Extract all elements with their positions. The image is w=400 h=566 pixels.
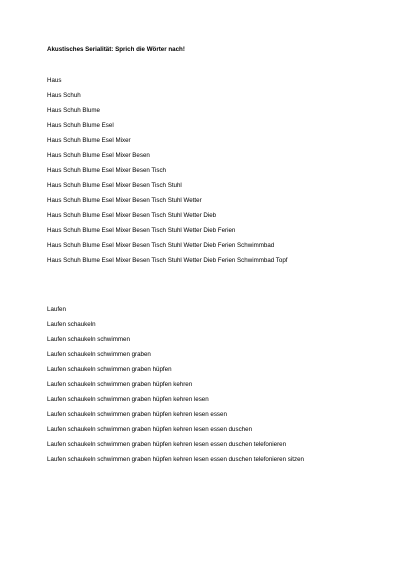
- document-title: Akustisches Serialität: Sprich die Wörter nach!: [47, 46, 185, 53]
- noun-line: Haus Schuh Blume Esel Mixer Besen Tisch Stuhl Wetter Dieb Ferien Schwimmbad: [47, 242, 275, 249]
- noun-line: Haus: [47, 77, 62, 84]
- noun-line: Haus Schuh Blume Esel Mixer Besen Tisch Stuhl: [47, 182, 182, 189]
- verb-line: Laufen schaukeln schwimmen graben hüpfen: [47, 366, 172, 373]
- noun-line: Haus Schuh Blume Esel Mixer Besen Tisch Stuhl Wetter Dieb Ferien Schwimmbad Topf: [47, 257, 288, 264]
- verb-line: Laufen schaukeln: [47, 321, 96, 328]
- verb-line: Laufen schaukeln schwimmen: [47, 336, 130, 343]
- verb-word-list: [47, 302, 304, 467]
- verb-line: Laufen schaukeln schwimmen graben hüpfen kehren lesen essen duschen telefonieren sitzen: [47, 456, 304, 463]
- verb-line: Laufen: [47, 306, 66, 313]
- noun-line: Haus Schuh Blume Esel Mixer: [47, 137, 131, 144]
- noun-line: Haus Schuh Blume Esel: [47, 122, 114, 129]
- noun-line: Haus Schuh Blume: [47, 107, 100, 114]
- verb-line: Laufen schaukeln schwimmen graben hüpfen kehren lesen: [47, 396, 209, 403]
- noun-line: Haus Schuh Blume Esel Mixer Besen Tisch Stuhl Wetter Dieb Ferien: [47, 227, 236, 234]
- noun-line: Haus Schuh Blume Esel Mixer Besen Tisch Stuhl Wetter: [47, 197, 202, 204]
- noun-line: Haus Schuh Blume Esel Mixer Besen Tisch Stuhl Wetter Dieb: [47, 212, 217, 219]
- verb-line: Laufen schaukeln schwimmen graben: [47, 351, 151, 358]
- verb-line: Laufen schaukeln schwimmen graben hüpfen kehren: [47, 381, 193, 388]
- verb-line: Laufen schaukeln schwimmen graben hüpfen kehren lesen essen duschen telefonieren: [47, 441, 287, 448]
- verb-line: Laufen schaukeln schwimmen graben hüpfen kehren lesen essen duschen: [47, 426, 253, 433]
- noun-line: Haus Schuh: [47, 92, 81, 99]
- noun-line: Haus Schuh Blume Esel Mixer Besen Tisch: [47, 167, 166, 174]
- noun-line: Haus Schuh Blume Esel Mixer Besen: [47, 152, 150, 159]
- verb-line: Laufen schaukeln schwimmen graben hüpfen kehren lesen essen: [47, 411, 227, 418]
- noun-word-list: [47, 73, 288, 268]
